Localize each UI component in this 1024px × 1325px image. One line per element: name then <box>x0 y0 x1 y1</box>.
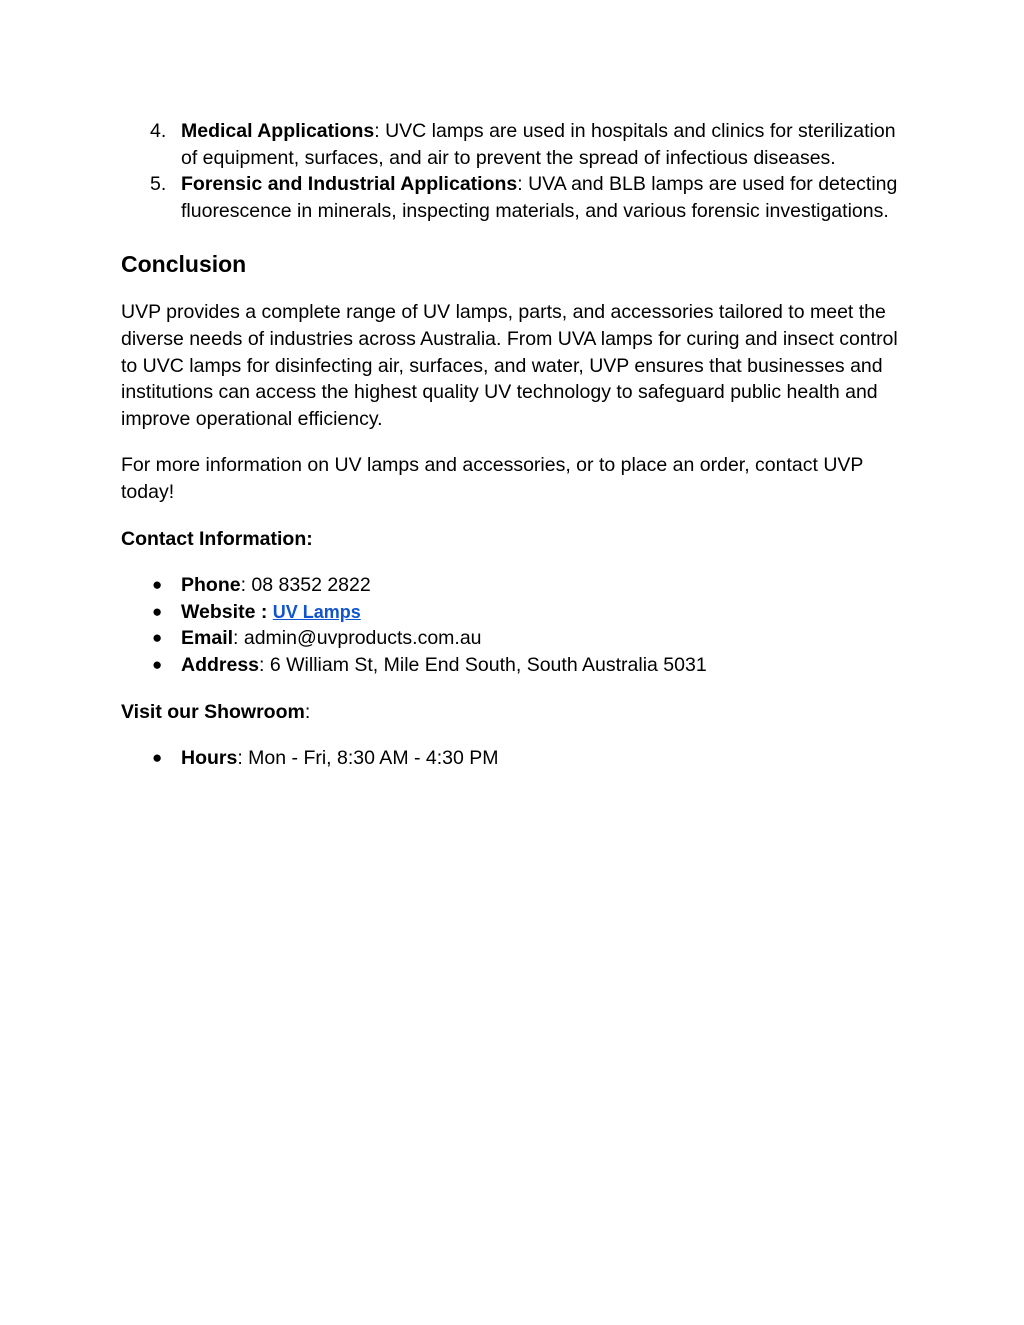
contact-list <box>121 572 901 678</box>
phone-value: : 08 8352 2822 <box>240 574 371 597</box>
conclusion-paragraph: UVP provides a complete range of UV lamps, parts, and accessories tailored to meet the diverse needs of industries across Australia. From UVA lamps for curing and insect control to UVC lamps for disinfecting air, surfaces, and water, UVP ensures that businesses and institutions can access the highest quality UV technology to safeguard public health and improve operational efficiency. <box>121 301 898 430</box>
contact-phone <box>121 572 901 599</box>
list-number: 5. <box>150 173 167 196</box>
website-link[interactable]: UV Lamps <box>272 601 361 622</box>
email-value: : admin@uvproducts.com.au <box>233 627 482 650</box>
contact-email <box>121 625 901 652</box>
document-page <box>121 118 901 792</box>
list-item-term: Medical Applications <box>181 120 375 142</box>
conclusion-heading: Conclusion <box>121 251 247 278</box>
contact-cta-paragraph: For more information on UV lamps and accessories, or to place an order, contact UVP today! <box>121 454 864 503</box>
contact-website <box>121 599 901 626</box>
list-item <box>121 118 901 171</box>
list-number: 4. <box>150 120 167 142</box>
bullet-icon: ● <box>152 748 163 768</box>
hours-value: : Mon - Fri, 8:30 AM - 4:30 PM <box>237 747 499 770</box>
applications-list <box>121 118 901 224</box>
website-label: Website : <box>181 600 273 623</box>
bullet-icon: ● <box>152 628 163 648</box>
showroom-heading <box>121 699 901 726</box>
list-item-description: : UVC lamps are used in hospitals and clinics for sterilization of equipment, surfaces, and air to prevent the spread of infectious diseases. <box>181 120 896 169</box>
list-item-term: Forensic and Industrial Applications <box>181 173 518 196</box>
bullet-icon: ● <box>152 601 163 621</box>
contact-address <box>121 652 901 679</box>
bullet-icon: ● <box>152 575 163 595</box>
showroom-list <box>121 745 901 772</box>
hours-label: Hours <box>181 747 238 770</box>
address-label: Address <box>181 653 260 676</box>
list-item-description: : UVA and BLB lamps are used for detecting fluorescence in minerals, inspecting materials, and various forensic investigations. <box>181 173 898 222</box>
address-value: : 6 William St, Mile End South, South Australia 5031 <box>259 653 707 676</box>
showroom-hours <box>121 745 901 772</box>
showroom-heading-suffix: : <box>304 700 311 723</box>
contact-heading: Contact Information: <box>121 527 313 550</box>
list-item <box>121 171 901 224</box>
phone-label: Phone <box>181 574 241 597</box>
email-label: Email <box>181 627 234 650</box>
bullet-icon: ● <box>152 654 163 674</box>
showroom-heading-text: Visit our Showroom <box>121 700 305 723</box>
